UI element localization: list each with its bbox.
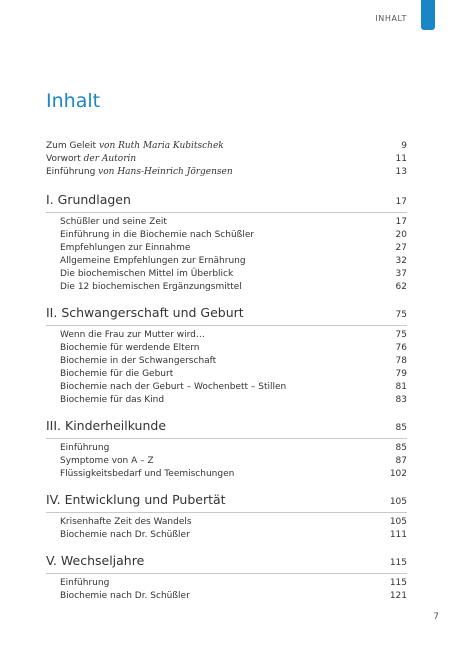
toc-subentry[interactable]: Empfehlungen zur Einnahme 27: [60, 243, 407, 253]
toc-entry-page: 13: [395, 167, 407, 177]
section-page: 115: [389, 558, 407, 568]
toc-section: [46, 305, 407, 407]
toc-section-heading[interactable]: [46, 305, 407, 326]
toc-entry-page: 9: [401, 141, 407, 151]
section-title: I. Grundlagen: [46, 192, 131, 207]
toc-entry-label: Zum Geleit von Ruth Maria Kubitschek: [46, 141, 224, 151]
section-page: 75: [395, 310, 407, 320]
toc-subentry[interactable]: Biochemie in der Schwangerschaft 78: [60, 356, 407, 366]
toc-subentries: [46, 216, 407, 294]
section-title: V. Wechseljahre: [46, 553, 145, 568]
running-header: INHALT: [375, 14, 407, 23]
toc-subentry[interactable]: Biochemie für die Geburt 79: [60, 369, 407, 379]
toc-subentry[interactable]: Einführung in die Biochemie nach Schüßler 20: [60, 230, 407, 240]
toc-subentry[interactable]: Biochemie nach der Geburt – Wochenbett – Stillen 81: [60, 382, 407, 392]
toc-entry[interactable]: [46, 140, 407, 153]
section-page: 105: [389, 497, 407, 507]
toc-subentry[interactable]: Die biochemischen Mittel im Überblick 37: [60, 269, 407, 279]
toc-subentry[interactable]: Einführung 115: [60, 578, 407, 588]
section-title: II. Schwangerschaft und Geburt: [46, 305, 244, 320]
toc-subentry[interactable]: Biochemie nach Dr. Schüßler 121: [60, 591, 407, 601]
page-title: Inhalt: [46, 90, 101, 112]
toc-section-heading[interactable]: [46, 418, 407, 439]
section-page: 17: [395, 197, 407, 207]
section-title: IV. Entwicklung und Pubertät: [46, 492, 226, 507]
toc-subentry[interactable]: Flüssigkeitsbedarf und Teemischungen 102: [60, 469, 407, 479]
toc-subentries: [46, 516, 407, 542]
toc-entry-label: Einführung von Hans-Heinrich Jörgensen: [46, 167, 233, 177]
toc-section: [46, 192, 407, 294]
toc-section-heading[interactable]: [46, 492, 407, 513]
toc-subentry[interactable]: Biochemie für das Kind 83: [60, 395, 407, 405]
toc-entry-page: 11: [395, 154, 407, 164]
section-title: III. Kinderheilkunde: [46, 418, 167, 433]
toc-subentry[interactable]: Biochemie nach Dr. Schüßler 111: [60, 530, 407, 540]
toc-section: [46, 553, 407, 603]
toc-subentry[interactable]: Biochemie für werdende Eltern 76: [60, 343, 407, 353]
toc-subentry[interactable]: Krisenhafte Zeit des Wandels 105: [60, 517, 407, 527]
toc-subentries: [46, 329, 407, 407]
toc-section: [46, 418, 407, 481]
toc-subentry[interactable]: Die 12 biochemischen Ergänzungsmittel 62: [60, 282, 407, 292]
toc-section-heading[interactable]: [46, 553, 407, 574]
toc-entry[interactable]: [46, 166, 407, 179]
toc-subentry[interactable]: Symptome von A – Z 87: [60, 456, 407, 466]
toc-subentries: [46, 577, 407, 603]
chapter-tab-marker: [421, 0, 435, 30]
toc-subentries: [46, 442, 407, 481]
toc-subentry[interactable]: Wenn die Frau zur Mutter wird… 75: [60, 330, 407, 340]
page-number: 7: [433, 612, 439, 622]
toc-entry-label: Vorwort der Autorin: [46, 154, 137, 164]
table-of-contents: [46, 140, 407, 603]
front-matter-list: [46, 140, 407, 179]
toc-entry[interactable]: [46, 153, 407, 166]
section-page: 85: [395, 423, 407, 433]
toc-subentry[interactable]: Schüßler und seine Zeit 17: [60, 217, 407, 227]
toc-section-heading[interactable]: [46, 192, 407, 213]
toc-subentry[interactable]: Allgemeine Empfehlungen zur Ernährung 32: [60, 256, 407, 266]
toc-subentry[interactable]: Einführung 85: [60, 443, 407, 453]
toc-section: [46, 492, 407, 542]
